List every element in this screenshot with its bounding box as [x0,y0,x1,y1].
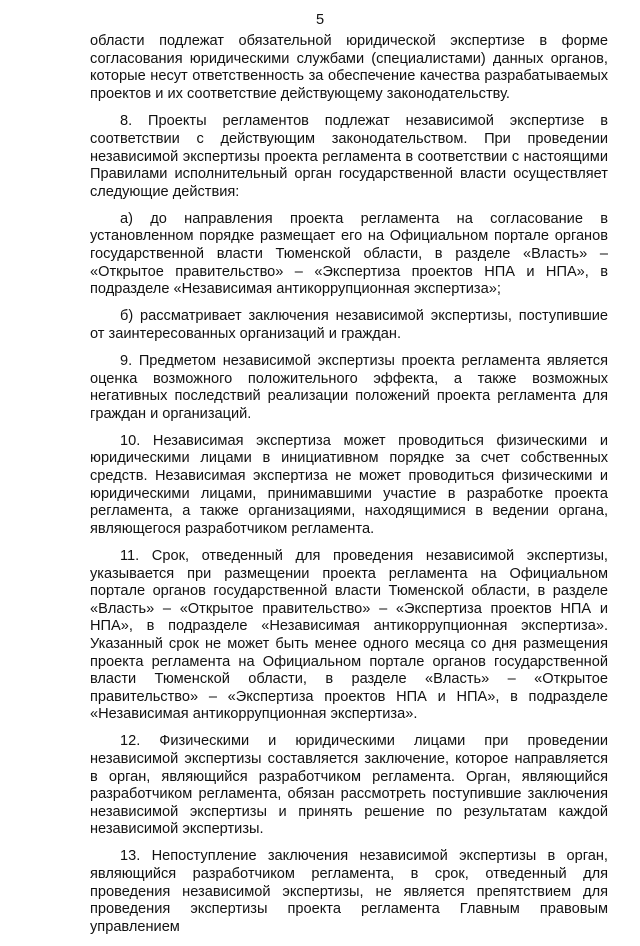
document-body [90,33,608,946]
paragraph-10: 10. Независимая экспертиза может проводиться физическими и юридическими лицами в инициативном порядке за счет собственных средств. Независимая экспертиза не может проводиться физическими и юридическими лицами, принимавшими участие в разработке проекта регламента, а также организациями, находящимися в ведении органа, являющегося разработчиком регламента. [90,432,608,537]
paragraph-12: 12. Физическими и юридическими лицами при проведении независимой экспертизы составляется заключение, которое направляется в орган, являющийся разработчиком регламента. Орган, являющийся разработчиком регламента, обязан рассмотреть поступившие заключения независимой экспертизы и принять решение по результатам каждой независимой экспертизы. [90,733,608,838]
paragraph-8a: а) до направления проекта регламента на согласование в установленном порядке размещает его на Официальном портале органов государственной власти Тюменской области, в разделе «Власть» – «Открытое правительство» – «Экспертиза проектов НПА и НПА», в подразделе «Независимая антикоррупционная экспертиза»; [90,210,608,298]
paragraph-9: 9. Предметом независимой экспертизы проекта регламента является оценка возможного положительного эффекта, а также возможных негативных последствий реализации положений проекта регламента для граждан и организаций. [90,353,608,422]
paragraph-8b: б) рассматривает заключения независимой экспертизы, поступившие от заинтересованных организаций и граждан. [90,308,608,342]
paragraph-11: 11. Срок, отведенный для проведения независимой экспертизы, указывается при размещении проекта регламента на Официальном портале органов государственной власти Тюменской области, в разделе «Власть» – «Открытое правительство» – «Экспертиза проектов НПА и НПА», в подразделе «Независимая антикоррупционная экспертиза». Указанный срок не может быть менее одного месяца со дня размещения проекта регламента на Официальном портале органов государственной власти Тюменской области, в разделе «Власть» – «Открытое правительство» – «Экспертиза проектов НПА и НПА», в подразделе «Независимая антикоррупционная экспертиза». [90,547,608,723]
paragraph-continuation: области подлежат обязательной юридической экспертизе в форме согласования юридическими службами (специалистами) данных органов, которые несут ответственность за обеспечение качества разрабатываемых проектов и их соответствие действующему законодательству. [90,33,608,102]
page-number: 5 [315,12,325,28]
paragraph-13: 13. Непоступление заключения независимой экспертизы в орган, являющийся разработчиком регламента, в срок, отведенный для проведения независимой экспертизы, не является препятствием для проведения экспертизы проекта регламента Главным правовым управлением [90,848,608,935]
paragraph-8: 8. Проекты регламентов подлежат независимой экспертизе в соответствии с действующим законодательством. При проведении независимой экспертизы проекта регламента в соответствии с настоящими Правилами исполнительный орган государственной власти осуществляет следующие действия: [90,113,608,200]
